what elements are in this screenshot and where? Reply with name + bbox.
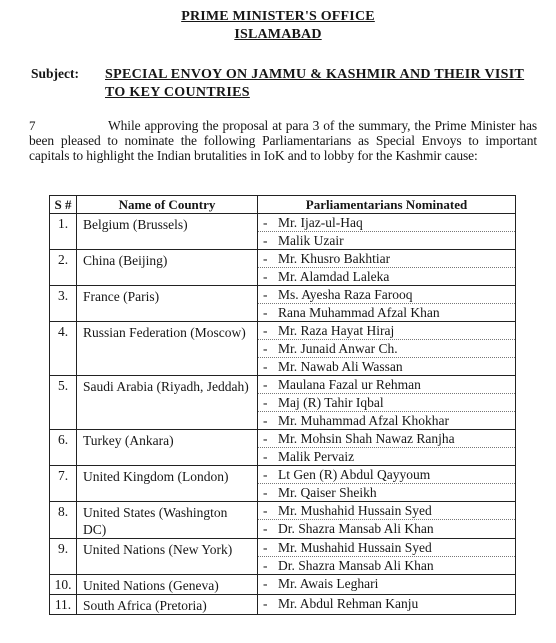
header-parliamentarians: Parliamentarians Nominated [258,196,516,214]
parliamentarian-name: - Mr. Ijaz-ul-Haq [258,214,515,231]
parliamentarians-cell [258,376,516,430]
parliamentarian-name: - Mr. Muhammad Afzal Khokhar [258,411,515,429]
parliamentarian-name: - Mr. Raza Hayat Hiraj [258,322,515,339]
paragraph-number: 7 [29,118,36,133]
parliamentarians-cell [258,466,516,502]
country-name: Russian Federation (Moscow) [77,322,258,376]
table-row [50,376,516,430]
subject-label: Subject: [31,66,79,81]
parliamentarian-name: - Mr. Mushahid Hussain Syed [258,539,515,556]
parliamentarian-name: - Mr. Junaid Anwar Ch. [258,339,515,357]
table-header-row [50,196,516,214]
serial-number: 4. [50,322,77,376]
table-row [50,214,516,250]
table-row [50,539,516,575]
parliamentarian-name: - Malik Uzair [258,231,515,249]
country-name: China (Beijing) [77,250,258,286]
table-row [50,250,516,286]
parliamentarians-cell [258,322,516,376]
country-name: France (Paris) [77,286,258,322]
parliamentarian-name: - Mr. Nawab Ali Wassan [258,357,515,375]
serial-number: 11. [50,595,77,615]
office-city: ISLAMABAD [234,27,322,42]
parliamentarian-name: - Dr. Shazra Mansab Ali Khan [258,519,515,537]
parliamentarians-cell [258,286,516,322]
serial-number: 3. [50,286,77,322]
parliamentarian-name: - Malik Pervaiz [258,447,515,465]
parliamentarians-cell [258,575,516,595]
country-name: Turkey (Ankara) [77,430,258,466]
country-name: United States (Washington DC) [77,502,258,539]
table-row [50,575,516,595]
serial-number: 10. [50,575,77,595]
parliamentarian-name: - Mr. Mushahid Hussain Syed [258,502,515,519]
table-row [50,322,516,376]
parliamentarians-cell [258,430,516,466]
parliamentarians-cell [258,214,516,250]
table-row [50,466,516,502]
serial-number: 5. [50,376,77,430]
country-name: United Nations (New York) [77,539,258,575]
table-row [50,430,516,466]
serial-number: 8. [50,502,77,539]
parliamentarian-name: - Rana Muhammad Afzal Khan [258,303,515,321]
parliamentarian-name: - Mr. Qaiser Sheikh [258,483,515,501]
serial-number: 9. [50,539,77,575]
parliamentarian-name: - Maulana Fazal ur Rehman [258,376,515,393]
header-serial: S # [50,196,77,214]
parliamentarian-name: - Maj (R) Tahir Iqbal [258,393,515,411]
country-name: Saudi Arabia (Riyadh, Jeddah) [77,376,258,430]
subject-text: SPECIAL ENVOY ON JAMMU & KASHMIR AND THEIR VISIT TO KEY COUNTRIES [105,67,525,100]
paragraph-body: While approving the proposal at para 3 of the summary, the Prime Minister has been pleased to nominate the following Parliamentarians as Special Envoys to important capitals to highlight the Indian brutalities in IoK and to lobby for the Kashmir cause: [29,118,537,163]
country-name: South Africa (Pretoria) [77,595,258,615]
parliamentarian-name: - Mr. Alamdad Laleka [258,267,515,285]
office-title: PRIME MINISTER'S OFFICE [181,9,375,24]
serial-number: 2. [50,250,77,286]
parliamentarian-name: - Mr. Awais Leghari [258,575,515,592]
table-row [50,286,516,322]
parliamentarian-name: - Lt Gen (R) Abdul Qayyoum [258,466,515,483]
parliamentarians-cell [258,539,516,575]
parliamentarians-cell [258,502,516,539]
serial-number: 1. [50,214,77,250]
header-country: Name of Country [77,196,258,214]
parliamentarians-cell [258,595,516,615]
serial-number: 7. [50,466,77,502]
table-row [50,502,516,539]
table-body [50,214,516,615]
parliamentarians-cell [258,250,516,286]
parliamentarian-name: - Mr. Mohsin Shah Nawaz Ranjha [258,430,515,447]
envoy-table [49,195,516,615]
serial-number: 6. [50,430,77,466]
parliamentarian-name: - Ms. Ayesha Raza Farooq [258,286,515,303]
table-row [50,595,516,615]
country-name: United Kingdom (London) [77,466,258,502]
parliamentarian-name: - Mr. Abdul Rehman Kanju [258,595,515,612]
parliamentarian-name: - Dr. Shazra Mansab Ali Khan [258,556,515,574]
parliamentarian-name: - Mr. Khusro Bakhtiar [258,250,515,267]
country-name: Belgium (Brussels) [77,214,258,250]
country-name: United Nations (Geneva) [77,575,258,595]
